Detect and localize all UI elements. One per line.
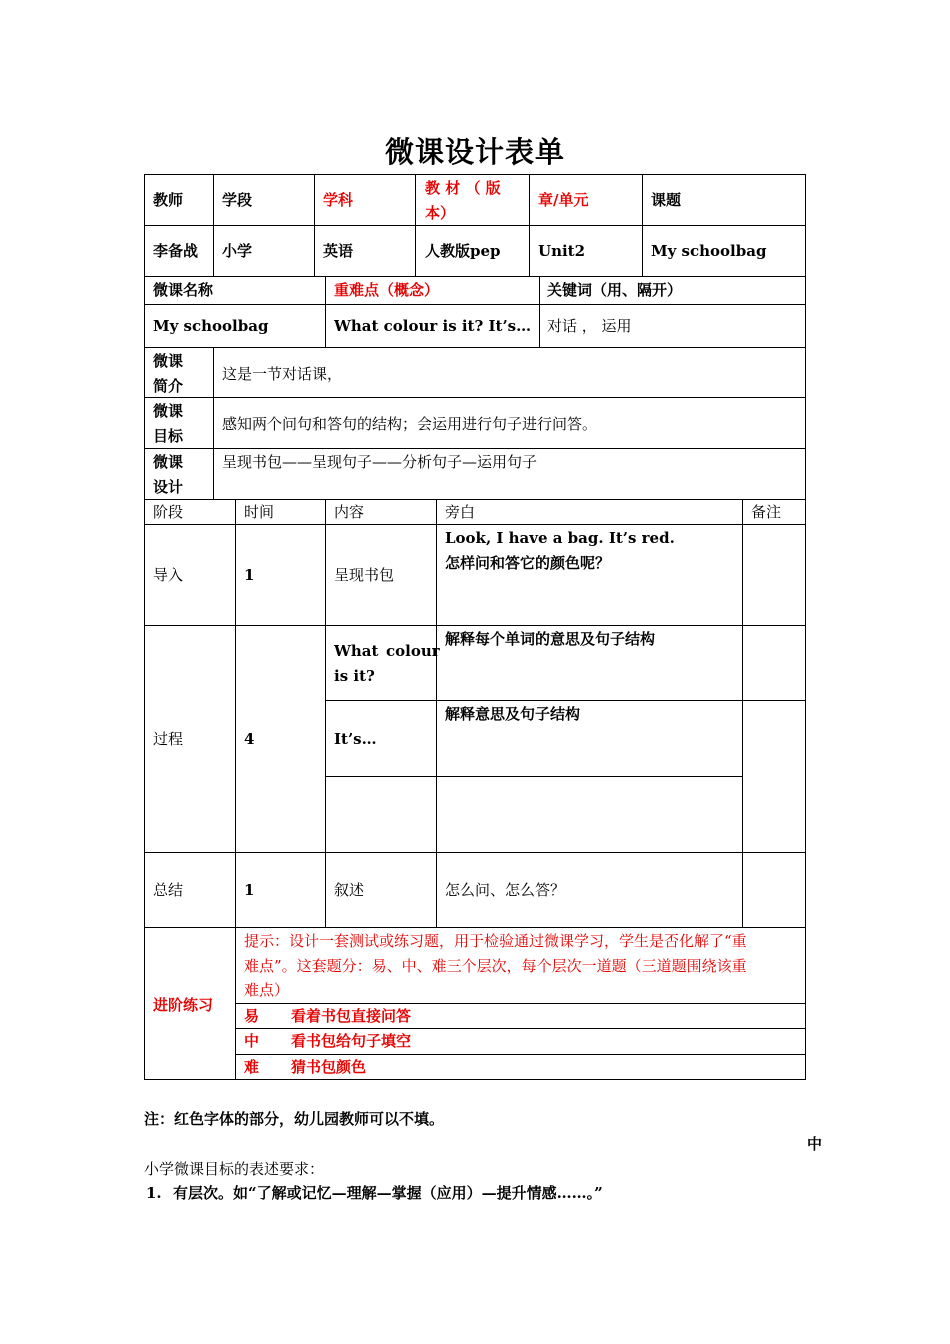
stage-process-narration-2: 解释意思及句子结构	[445, 705, 581, 723]
header-textbook-line2: 本）	[425, 204, 456, 222]
page-title: 微课设计表单	[384, 135, 565, 169]
time-col-header: 时间	[244, 503, 275, 521]
stage-value: 小学	[222, 242, 253, 260]
hard-level-label: 难	[244, 1058, 260, 1076]
design-form-table	[144, 174, 806, 1080]
header-topic: 课题	[651, 191, 682, 209]
stage-process-content-1c: is it?	[334, 667, 375, 685]
goal-label-2: 目标	[153, 427, 184, 445]
content-col-header: 内容	[334, 503, 365, 521]
hard-level-text: 猜书包颜色	[291, 1058, 367, 1076]
note-side-char: 中	[807, 1135, 823, 1153]
advanced-label: 进阶练习	[153, 996, 214, 1014]
stage-summary-name: 总结	[153, 881, 184, 899]
header-teacher: 教师	[153, 191, 184, 209]
easy-level-text: 看着书包直接问答	[291, 1007, 412, 1025]
header-stage: 学段	[222, 191, 253, 209]
advanced-hint-3: 难点）	[244, 981, 290, 999]
subject-value: 英语	[323, 242, 354, 260]
stage-process-time: 4	[244, 730, 255, 748]
stage-summary-time: 1	[244, 881, 255, 899]
stage-intro-narration-2: 怎样问和答它的颜色呢？	[445, 554, 611, 572]
key-point-value: What colour is it? It’s…	[334, 317, 532, 335]
narration-col-header: 旁白	[445, 503, 476, 521]
keywords-header: 关键词（用、隔开）	[547, 281, 683, 299]
key-point-header: 重难点（概念）	[334, 281, 440, 299]
course-name-header: 微课名称	[153, 281, 214, 299]
stage-summary-content: 叙述	[334, 881, 365, 899]
advanced-hint-1: 提示：设计一套测试或练习题，用于检验通过微课学习，学生是否化解了“重	[244, 932, 747, 950]
stage-process-content-1a: What	[334, 642, 379, 660]
intro-label-2: 简介	[153, 377, 184, 395]
stage-intro-narration-1: Look, I have a bag. It’s red.	[445, 529, 675, 547]
stage-intro-name: 导入	[153, 566, 184, 584]
stage-process-narration-1: 解释每个单词的意思及句子结构	[445, 630, 656, 648]
note-red-text: 注：红色字体的部分，幼儿园教师可以不填。	[144, 1110, 445, 1128]
requirement-heading: 小学微课目标的表述要求：	[144, 1160, 325, 1178]
design-text: 呈现书包——呈现句子——分析句子—运用句子	[222, 453, 538, 471]
stage-intro-content: 呈现书包	[334, 566, 395, 584]
design-label-1: 微课	[153, 453, 184, 471]
intro-text: 这是一节对话课，	[222, 365, 343, 383]
chapter-value: Unit2	[538, 242, 586, 260]
topic-value: My schoolbag	[651, 242, 767, 260]
requirement-item-text: 有层次。如“了解或记忆—理解—掌握（应用）—提升情感……。”	[173, 1184, 603, 1202]
design-label-2: 设计	[153, 478, 184, 496]
header-textbook-line1: 教 材 （ 版	[425, 179, 501, 197]
stage-process-name: 过程	[153, 730, 184, 748]
teacher-value: 李备战	[153, 242, 199, 260]
textbook-value: 人教版pep	[425, 242, 501, 260]
stage-process-content-2: It’s…	[334, 730, 377, 748]
remark-col-header: 备注	[751, 503, 782, 521]
course-name-value: My schoolbag	[153, 317, 269, 335]
intro-label-1: 微课	[153, 352, 184, 370]
advanced-hint-2: 难点”。这套题分：易、中、难三个层次，每个层次一道题（三道题围绕该重	[244, 957, 747, 975]
easy-level-label: 易	[244, 1007, 260, 1025]
goal-label-1: 微课	[153, 402, 184, 420]
requirement-item-number: 1.	[146, 1184, 162, 1202]
goal-text: 感知两个问句和答句的结构；会运用进行句子进行问答。	[222, 415, 598, 433]
mid-level-text: 看书包给句子填空	[291, 1032, 412, 1050]
mid-level-label: 中	[244, 1032, 260, 1050]
keywords-value: 对话 ， 运用	[547, 317, 632, 335]
stage-process-content-1b: colour	[386, 642, 440, 660]
stage-summary-narration: 怎么问、怎么答？	[445, 881, 566, 899]
stage-intro-time: 1	[244, 566, 255, 584]
header-chapter: 章/单元	[538, 191, 589, 209]
stage-col-header: 阶段	[153, 503, 184, 521]
header-subject: 学科	[323, 191, 354, 209]
